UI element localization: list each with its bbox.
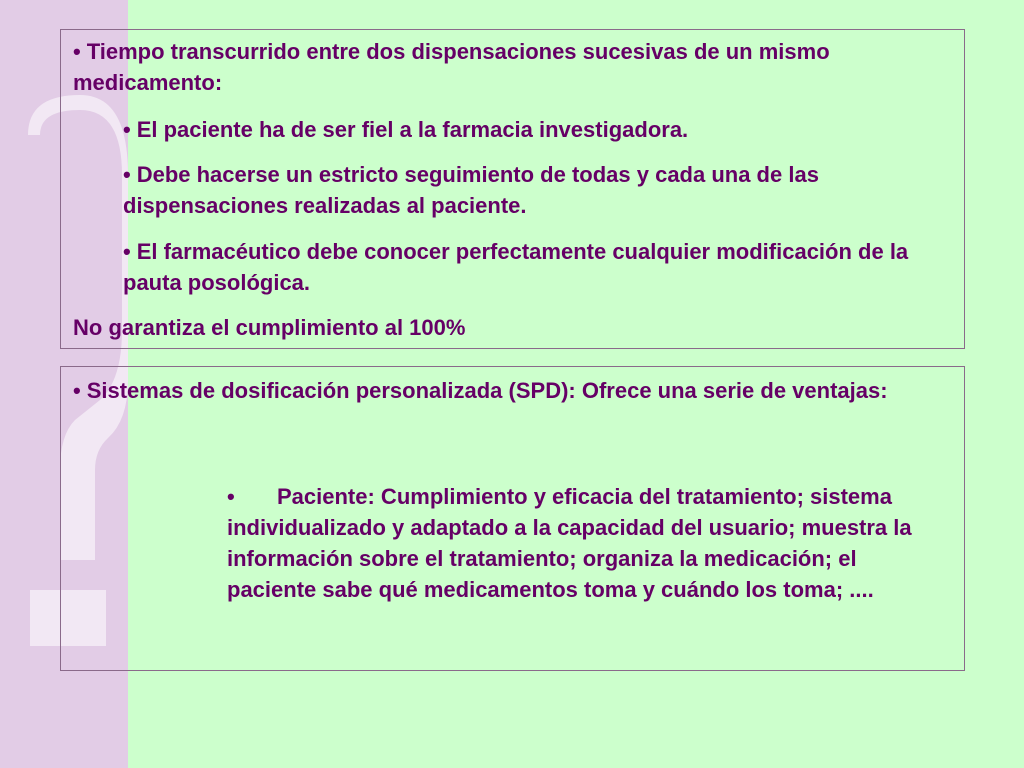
bullet-icon: • [123, 117, 131, 142]
box1-item-1-text: El paciente ha de ser fiel a la farmacia investigadora. [136, 117, 689, 142]
box1-conclusion: No garantiza el cumplimiento al 100% [73, 315, 466, 340]
box1-item-2-text: Debe hacerse un estricto seguimiento de todas y cada una de las dispensaciones realizadas al paciente. [123, 162, 819, 218]
box2-heading [73, 375, 953, 406]
box1-heading [73, 36, 953, 98]
spd-box [60, 366, 965, 671]
box2-heading-text: Sistemas de dosificación personalizada (SPD): Ofrece una serie de ventajas: [86, 378, 888, 403]
bullet-icon: • [73, 39, 81, 64]
box1-item-3-text: El farmacéutico debe conocer perfectamente cualquier modificación de la pauta posológica. [123, 239, 909, 295]
box1-item-2 [123, 159, 953, 221]
box1-item-1 [123, 114, 953, 145]
box2-detail [227, 481, 942, 605]
bullet-icon: • [227, 484, 235, 509]
box1-item-3 [123, 236, 953, 298]
bullet-icon: • [73, 378, 81, 403]
box2-detail-text: Paciente: Cumplimiento y eficacia del tratamiento; sistema individualizado y adaptado a la capacidad del usuario; muestra la información sobre el tratamiento; organiza la medicación; el paciente sabe qué medicamentos toma y cuándo los toma; .... [227, 484, 912, 602]
bullet-icon: • [123, 239, 131, 264]
dispensation-interval-box [60, 29, 965, 349]
bullet-icon: • [123, 162, 131, 187]
box1-heading-text: Tiempo transcurrido entre dos dispensaciones sucesivas de un mismo medicamento: [73, 39, 830, 95]
